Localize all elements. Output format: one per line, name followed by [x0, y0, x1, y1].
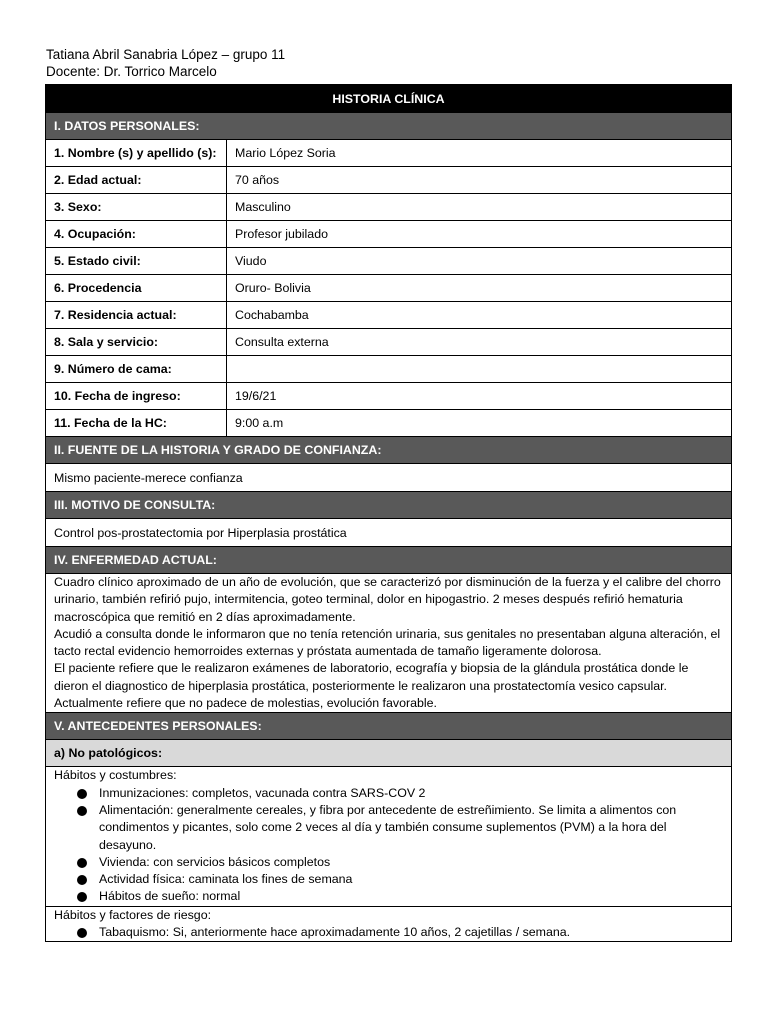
section-personal-history-heading: V. ANTECEDENTES PERSONALES:: [46, 713, 732, 740]
risk-factors-list: [54, 924, 723, 941]
current-illness-body: [46, 574, 732, 713]
field-label: 6. Procedencia: [46, 275, 227, 302]
section-current-illness-heading: IV. ENFERMEDAD ACTUAL:: [46, 547, 732, 574]
risk-factors-title: Hábitos y factores de riesgo:: [54, 907, 212, 922]
field-row-marital-status: [46, 248, 732, 275]
field-label: 9. Número de cama:: [46, 356, 227, 383]
habits-list: [54, 785, 723, 906]
field-value: Cochabamba: [227, 302, 732, 329]
section-reason-heading: III. MOTIVO DE CONSULTA:: [46, 492, 732, 519]
field-value: [227, 356, 732, 383]
section-reason-text: Control pos-prostatectomia por Hiperplasia prostática: [46, 519, 732, 547]
section-personal-data-heading: I. DATOS PERSONALES:: [46, 113, 732, 140]
section-source-heading: II. FUENTE DE LA HISTORIA Y GRADO DE CONFIANZA:: [46, 437, 732, 464]
non-pathological-subheading: a) No patológicos:: [46, 740, 732, 767]
field-row-bed-number: [46, 356, 732, 383]
field-value: 9:00 a.m: [227, 410, 732, 437]
field-value: 70 años: [227, 167, 732, 194]
field-row-occupation: [46, 221, 732, 248]
field-value: Viudo: [227, 248, 732, 275]
field-row-admission-date: [46, 383, 732, 410]
field-row-sex: [46, 194, 732, 221]
list-item: Vivienda: con servicios básicos completos: [99, 854, 723, 871]
document-title: HISTORIA CLÍNICA: [46, 85, 732, 113]
field-row-hc-date: [46, 410, 732, 437]
field-row-ward-service: [46, 329, 732, 356]
field-label: 4. Ocupación:: [46, 221, 227, 248]
field-label: 11. Fecha de la HC:: [46, 410, 227, 437]
field-label: 1. Nombre (s) y apellido (s):: [46, 140, 227, 167]
habits-title: Hábitos y costumbres:: [54, 768, 177, 783]
list-item: Alimentación: generalmente cereales, y fibra por antecedente de estreñimiento. Se limita a alimentos con condimentos y picantes, solo come 2 veces al día y también consume suplementos (PVM) a la hora del desayuno.: [99, 802, 723, 854]
field-row-residence: [46, 302, 732, 329]
section-source-text: Mismo paciente-merece confianza: [46, 464, 732, 492]
student-line: Tatiana Abril Sanabria López – grupo 11: [46, 47, 286, 62]
document-header: [46, 46, 285, 80]
list-item: Actividad física: caminata los fines de semana: [99, 871, 723, 888]
field-label: 10. Fecha de ingreso:: [46, 383, 227, 410]
field-row-origin: [46, 275, 732, 302]
list-item: Tabaquismo: Si, anteriormente hace aproximadamente 10 años, 2 cajetillas / semana.: [99, 924, 723, 941]
field-label: 5. Estado civil:: [46, 248, 227, 275]
field-value: Oruro- Bolivia: [227, 275, 732, 302]
illness-paragraph: Acudió a consulta donde le informaron que no tenía retención urinaria, sus genitales no presentaban alguna alteración, el tacto rectal evidencio hemorroides externas y próstata aumentada de tamaño ligeramente dolorosa.: [54, 626, 721, 659]
list-item: Inmunizaciones: completos, vacunada contra SARS-COV 2: [99, 785, 723, 802]
field-row-name: [46, 140, 732, 167]
field-value: Masculino: [227, 194, 732, 221]
field-value: 19/6/21: [227, 383, 732, 410]
illness-paragraph: El paciente refiere que le realizaron exámenes de laboratorio, ecografía y biopsia de la glándula prostática donde le dieron el diagnostico de hiperplasia prostática, posteriormente le realizaron una prostatectomía vesico capsular.: [54, 661, 689, 693]
illness-paragraph: Actualmente refiere que no padece de molestias, evolución favorable.: [54, 696, 437, 711]
field-value: Mario López Soria: [227, 140, 732, 167]
field-label: 8. Sala y servicio:: [46, 329, 227, 356]
habits-block: [46, 767, 732, 906]
field-value: Consulta externa: [227, 329, 732, 356]
list-item: Hábitos de sueño: normal: [99, 888, 723, 905]
field-label: 7. Residencia actual:: [46, 302, 227, 329]
field-value: Profesor jubilado: [227, 221, 732, 248]
teacher-line: Docente: Dr. Torrico Marcelo: [46, 64, 217, 79]
illness-paragraph: Cuadro clínico aproximado de un año de evolución, que se caracterizó por disminución de la fuerza y el calibre del chorro urinario, también refirió pujo, intermitencia, goteo terminal, dolor en hipogastrio. 2 meses después refirió hematuria macroscópica que remitió en 2 días aproximadamente.: [54, 575, 721, 624]
field-label: 2. Edad actual:: [46, 167, 227, 194]
clinical-history-table: [45, 84, 732, 942]
field-label: 3. Sexo:: [46, 194, 227, 221]
risk-factors-block: [46, 906, 732, 942]
field-row-age: [46, 167, 732, 194]
